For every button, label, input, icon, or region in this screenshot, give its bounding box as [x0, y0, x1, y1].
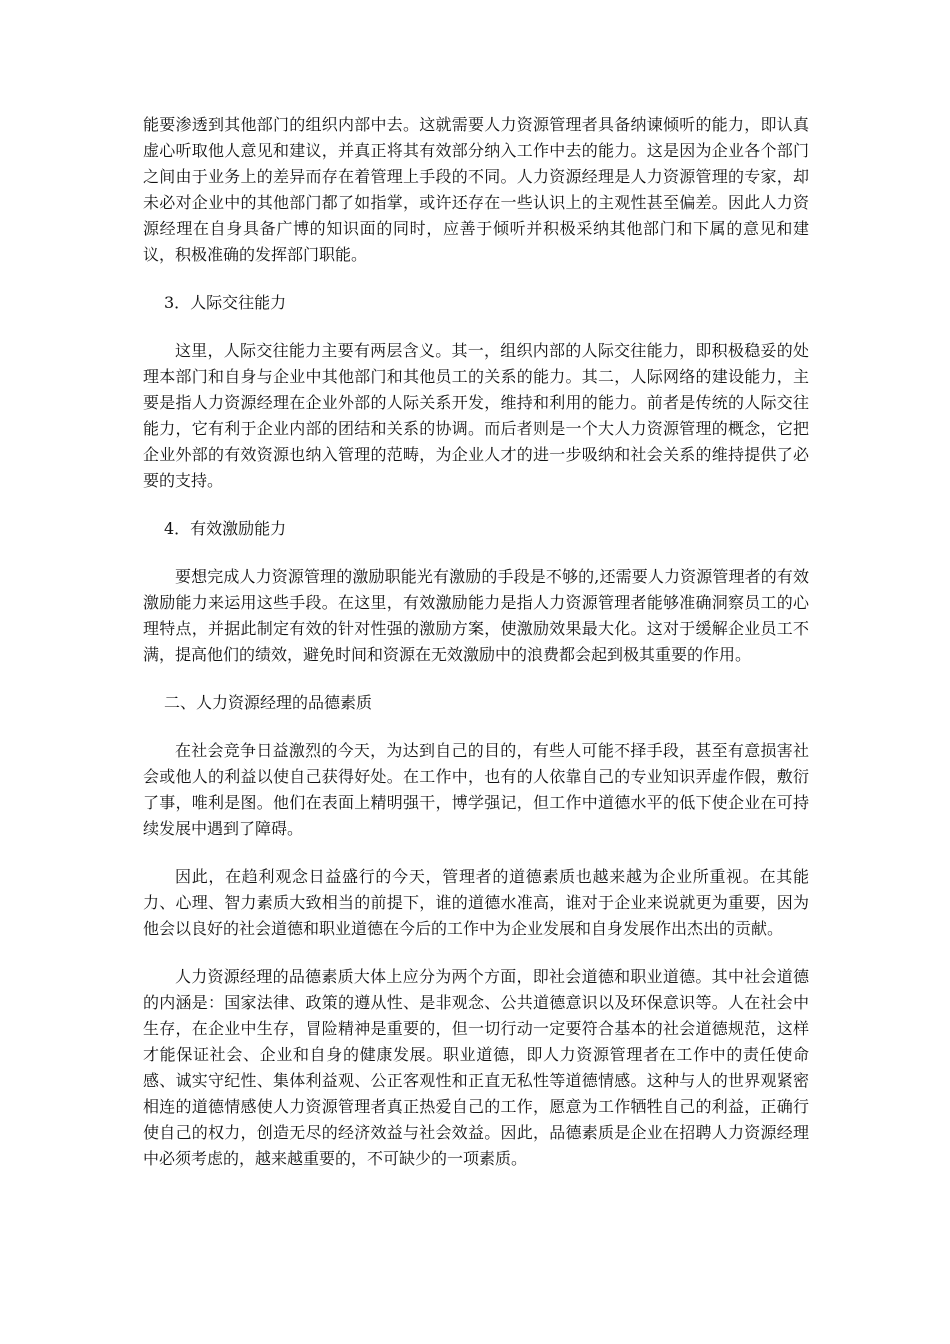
paragraph-interpersonal: 这里，人际交往能力主要有两层含义。其一，组织内部的人际交往能力，即积极稳妥的处理本部门和自身与企业中其他部门和其他员工的关系的能力。其二，人际网络的建设能力，主要是指人力资源经理在企业外部的人际关系开发，维持和利用的能力。前者是传统的人际交往能力，它有利于企业内部的团结和关系的协调。而后者则是一个大人力资源管理的概念，它把企业外部的有效资源也纳入管理的范畴，为企业人才的进一步吸纳和社会关系的维持提供了必要的支持。	[143, 341, 809, 490]
paragraph-continuation: 能要渗透到其他部门的组织内部中去。这就需要人力资源管理者具备纳谏倾听的能力，即认真虚心听取他人意见和建议，并真正将其有效部分纳入工作中去的能力。这是因为企业各个部门之间由于业务上的差异而存在着管理上手段的不同。人力资源经理是人力资源管理的专家，却未必对企业中的其他部门都了如指掌，或许还存在一些认识上的主观性甚至偏差。因此人力资源经理在自身具备广博的知识面的同时，应善于倾听并积极采纳其他部门和下属的意见和建议，积极准确的发挥部门职能。	[143, 115, 809, 264]
document-page	[143, 112, 809, 1172]
paragraph-social-professional-ethics: 人力资源经理的品德素质大体上应分为两个方面，即社会道德和职业道德。其中社会道德的内涵是：国家法律、政策的遵从性、是非观念、公共道德意识以及环保意识等。人在社会中生存，在企业中生存，冒险精神是重要的，但一切行动一定要符合基本的社会道德规范，这样才能保证社会、企业和自身的健康发展。职业道德，即人力资源管理者在工作中的责任使命感、诚实守纪性、集体利益观、公正客观性和正直无私性等道德情感。这种与人的世界观紧密相连的道德情感使人力资源管理者真正热爱自己的工作，愿意为工作牺牲自己的利益，正确行使自己的权力，创造无尽的经济效益与社会效益。因此，品德素质是企业在招聘人力资源经理中必须考虑的，越来越重要的，不可缺少的一项素质。	[143, 967, 809, 1168]
paragraph-competition: 在社会竞争日益激烈的今天，为达到自己的目的，有些人可能不择手段，甚至有意损害社会或他人的利益以使自己获得好处。在工作中，也有的人依靠自己的专业知识弄虚作假，敷衍了事，唯利是图。他们在表面上精明强干，博学强记，但工作中道德水平的低下使企业在可持续发展中遇到了障碍。	[143, 741, 809, 838]
paragraph-ethics-importance: 因此，在趋利观念日益盛行的今天，管理者的道德素质也越来越为企业所重视。在其能力、心理、智力素质大致相当的前提下，谁的道德水准高，谁对于企业来说就更为重要，因为他会以良好的社会道德和职业道德在今后的工作中为企业发展和自身发展作出杰出的贡献。	[143, 867, 809, 938]
section-heading-moral-quality: 二、人力资源经理的品德素质	[164, 693, 373, 712]
paragraph-motivation: 要想完成人力资源管理的激励职能光有激励的手段是不够的,还需要人力资源管理者的有效激励能力来运用这些手段。在这里，有效激励能力是指人力资源管理者能够准确洞察员工的心理特点，并据此制定有效的针对性强的激励方案，使激励效果最大化。这对于缓解企业员工不满，提高他们的绩效，避免时间和资源在无效激励中的浪费都会起到极其重要的作用。	[143, 567, 809, 664]
section-heading-motivation: 4．有效激励能力	[164, 519, 287, 538]
section-heading-interpersonal: 3．人际交往能力	[164, 293, 287, 312]
